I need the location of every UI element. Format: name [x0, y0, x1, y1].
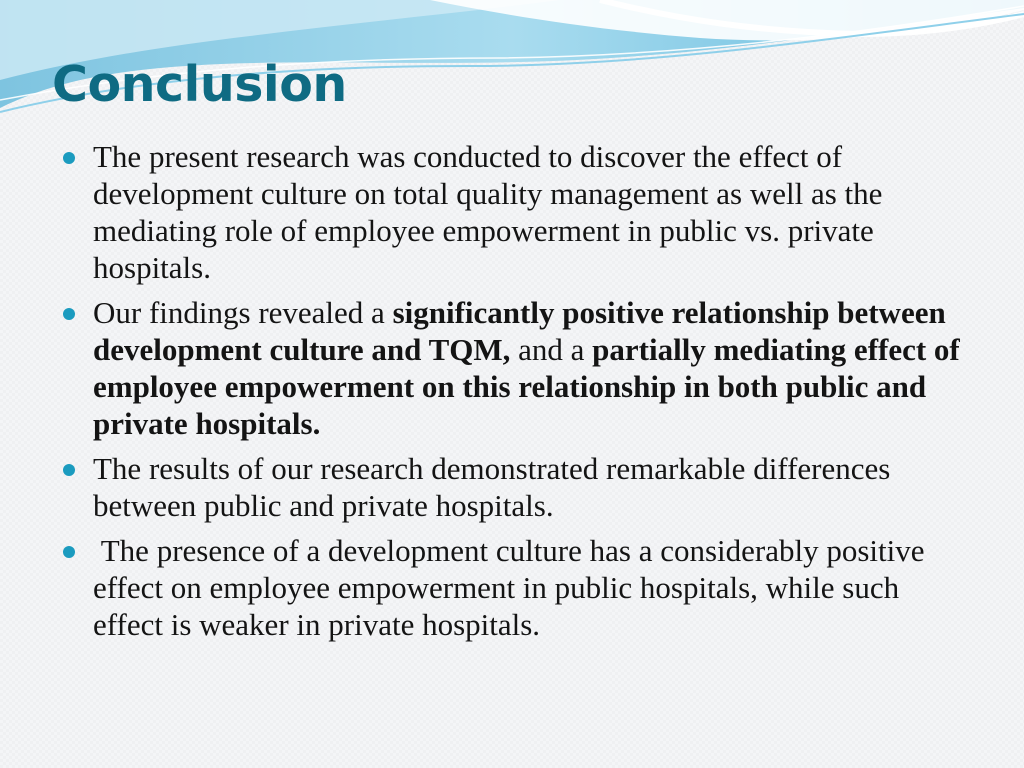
- slide-title: Conclusion: [52, 56, 347, 113]
- bullet-text: The present research was conducted to discover the effect of development culture on total quality management as well as the mediating role of employee empowerment in public vs. private hospitals.: [93, 139, 883, 285]
- bullet-item-4: [60, 532, 965, 643]
- bullet-dot-icon: [63, 152, 75, 164]
- bullet-item-1: [60, 138, 965, 286]
- bullet-dot-icon: [63, 546, 75, 558]
- bullet-list: [60, 138, 965, 651]
- bullet-bold-text: significantly positive relationship between development culture and TQM,: [93, 295, 946, 367]
- bullet-bold-text: partially mediating effect of employee empowerment on this relationship in both public and private hospitals.: [93, 332, 960, 441]
- bullet-item-3: [60, 450, 965, 524]
- bullet-dot-icon: [63, 308, 75, 320]
- bullet-dot-icon: [63, 464, 75, 476]
- bullet-item-2: [60, 294, 965, 442]
- bullet-text: The results of our research demonstrated remarkable differences between public and private hospitals.: [93, 451, 891, 523]
- bullet-text: and a: [510, 332, 593, 367]
- bullet-text: The presence of a development culture has a considerably positive effect on employee empowerment in public hospitals, while such effect is weaker in private hospitals.: [93, 533, 933, 642]
- bullet-text: Our findings revealed a: [93, 295, 393, 330]
